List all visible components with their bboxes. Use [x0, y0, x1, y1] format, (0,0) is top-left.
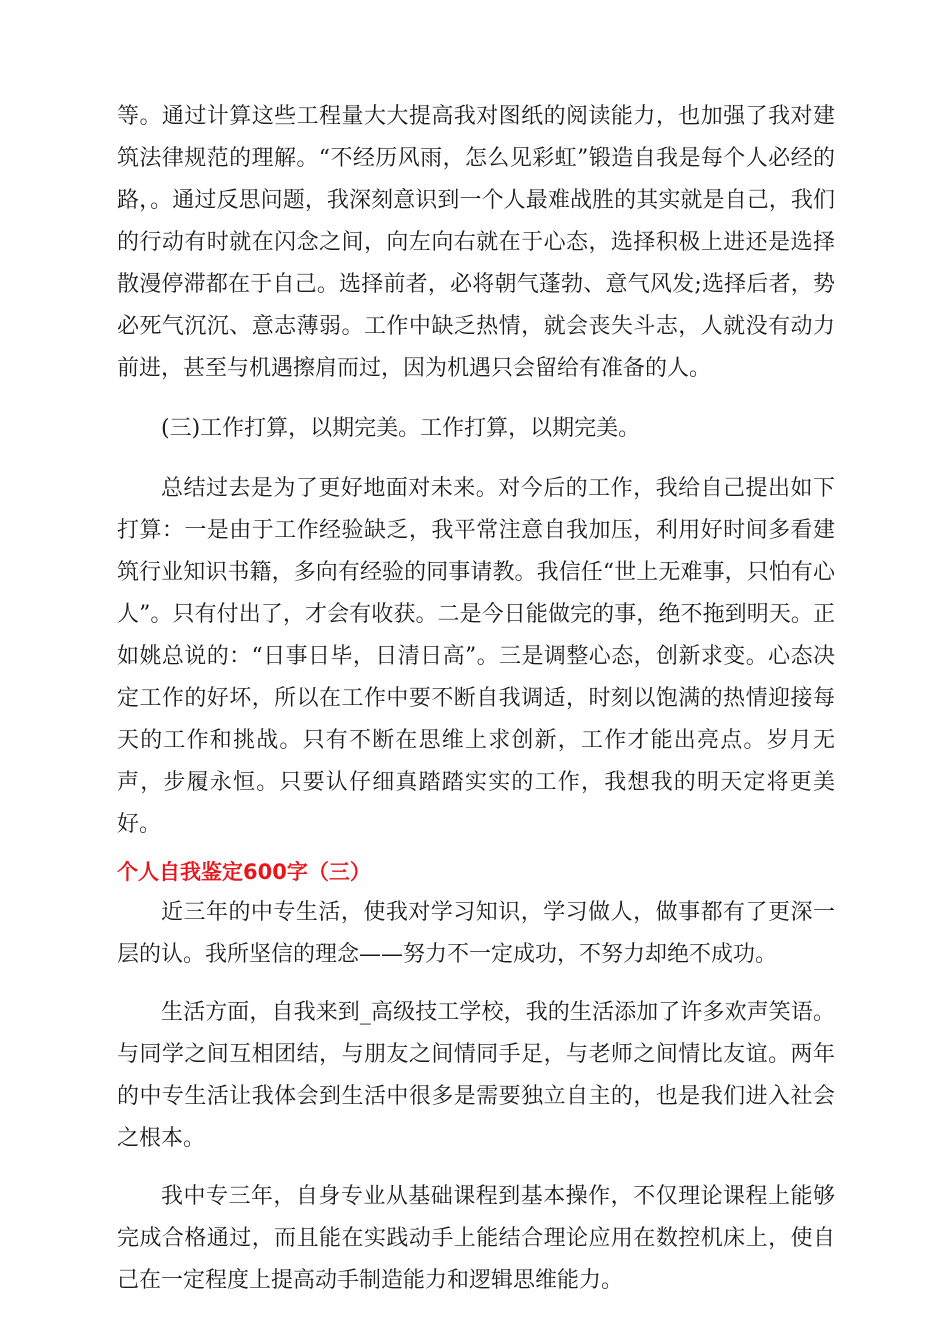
paragraph-study: 我中专三年，自身专业从基础课程到基本操作，不仅理论课程上能够完成合格通过，而且能在实践动手上能结合理论应用在数控机床上，使自己在一定程度上提高动手制造能力和逻辑思维能力。	[117, 1184, 835, 1293]
paragraph-life: 生活方面，自我来到_高级技工学校，我的生活添加了许多欢声笑语。与同学之间互相团结，与朋友之间情同手足，与老师之间情比友谊。两年的中专生活让我体会到生活中很多是需要独立自主的，也是我们进入社会之根本。	[117, 1000, 835, 1151]
document-page	[117, 96, 835, 1302]
section-heading: 个人自我鉴定600字（三）	[117, 860, 371, 884]
section-subheading: (三)工作打算，以期完美。工作打算，以期完美。	[161, 416, 641, 441]
paragraph-plans: 总结过去是为了更好地面对未来。对今后的工作，我给自己提出如下打算：一是由于工作经验缺乏，我平常注意自我加压，利用好时间多看建筑行业知识书籍，多向有经验的同事请教。我信任“世上无难事，只怕有心人”。只有付出了，才会有收获。二是今日能做完的事，绝不拖到明天。正如姚总说的：“日事日毕，日清日高”。三是调整心态，创新求变。心态决定工作的好坏，所以在工作中要不断自我调适，时刻以饱满的热情迎接每天的工作和挑战。只有不断在思维上求创新，工作才能出亮点。岁月无声，步履永恒。只要认仔细真踏踏实实的工作，我想我的明天定将更美好。	[117, 476, 835, 837]
paragraph-intro: 近三年的中专生活，使我对学习知识，学习做人，做事都有了更深一层的认。我所坚信的理念——努力不一定成功，不努力却绝不成功。	[117, 900, 835, 967]
paragraph-continuation: 等。通过计算这些工程量大大提高我对图纸的阅读能力，也加强了我对建筑法律规范的理解。“不经历风雨，怎么见彩虹”锻造自我是每个人必经的路，。通过反思问题，我深刻意识到一个人最难战胜的其实就是自己，我们的行动有时就在闪念之间，向左向右就在于心态，选择积极上进还是选择散漫停滞都在于自己。选择前者，必将朝气蓬勃、意气风发;选择后者，势必死气沉沉、意志薄弱。工作中缺乏热情，就会丧失斗志，人就没有动力前进，甚至与机遇擦肩而过，因为机遇只会留给有准备的人。	[117, 104, 835, 381]
